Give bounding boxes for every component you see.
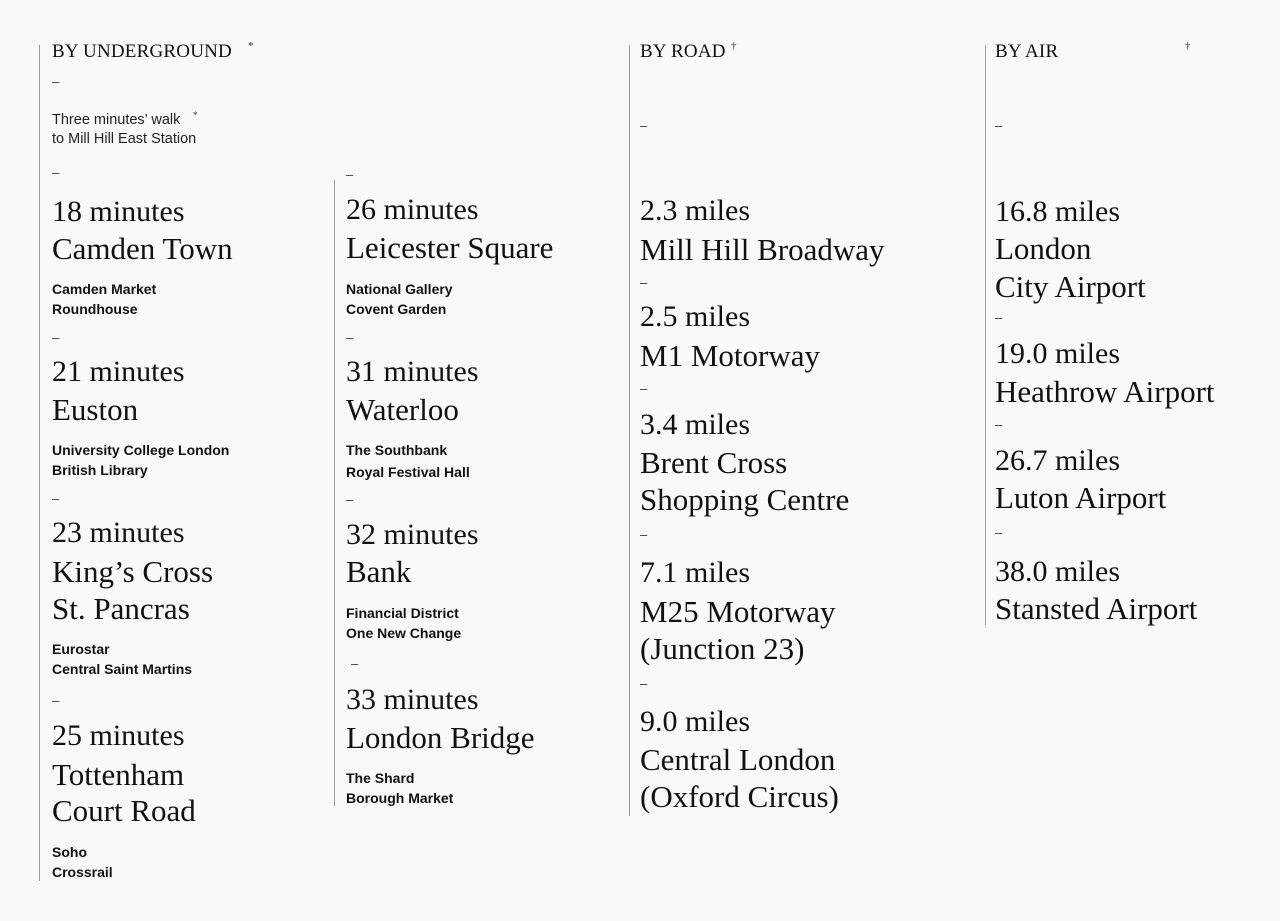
nearby-landmark: Roundhouse bbox=[52, 301, 138, 317]
air-distance: 16.8 miles bbox=[995, 195, 1120, 228]
road-column-rule bbox=[629, 45, 630, 816]
separator: – bbox=[52, 165, 60, 180]
road-distance: 9.0 miles bbox=[640, 705, 750, 738]
nearby-landmark: Royal Festival Hall bbox=[346, 464, 470, 480]
underground-intro-line1: Three minutes’ walk bbox=[52, 112, 181, 128]
travel-time: 23 minutes bbox=[52, 516, 185, 549]
nearby-landmark: Camden Market bbox=[52, 281, 157, 297]
separator: – bbox=[995, 525, 1003, 540]
separator: – bbox=[640, 275, 648, 290]
airport-name: Stansted Airport bbox=[995, 591, 1198, 626]
nearby-landmark: Soho bbox=[52, 844, 87, 860]
nearby-landmark: One New Change bbox=[346, 625, 462, 641]
road-distance: 7.1 miles bbox=[640, 556, 750, 589]
air-column-rule bbox=[985, 45, 986, 625]
separator: – bbox=[346, 492, 354, 507]
nearby-landmark: Eurostar bbox=[52, 641, 110, 657]
underground-column-2-rule bbox=[334, 180, 335, 806]
destination-name: Tottenham bbox=[52, 757, 185, 792]
road-distance: 2.3 miles bbox=[640, 194, 750, 227]
travel-time: 25 minutes bbox=[52, 719, 185, 752]
travel-time: 33 minutes bbox=[346, 683, 479, 716]
air-distance: 19.0 miles bbox=[995, 337, 1120, 370]
destination-name: King’s Cross bbox=[52, 554, 214, 589]
nearby-landmark: The Southbank bbox=[346, 442, 448, 458]
destination-name: Waterloo bbox=[346, 392, 459, 427]
destination-name: Euston bbox=[52, 392, 139, 427]
airport-name: Heathrow Airport bbox=[995, 374, 1215, 409]
nearby-landmark: British Library bbox=[52, 462, 148, 478]
road-destination: Central London bbox=[640, 742, 836, 777]
separator: – bbox=[52, 491, 60, 506]
airport-name: London bbox=[995, 231, 1092, 266]
air-heading-mark: † bbox=[1185, 40, 1191, 52]
separator: – bbox=[346, 330, 354, 345]
road-distance: 3.4 miles bbox=[640, 408, 750, 441]
nearby-landmark: University College London bbox=[52, 442, 230, 458]
separator: – bbox=[995, 118, 1003, 133]
nearby-landmark: Financial District bbox=[346, 605, 459, 621]
underground-heading: BY UNDERGROUND bbox=[52, 41, 232, 62]
separator: – bbox=[640, 381, 648, 396]
road-destination: Shopping Centre bbox=[640, 482, 850, 517]
separator: – bbox=[351, 656, 359, 671]
destination-name: St. Pancras bbox=[52, 591, 190, 626]
separator: – bbox=[640, 676, 648, 691]
road-distance: 2.5 miles bbox=[640, 300, 750, 333]
separator: – bbox=[640, 527, 648, 542]
underground-heading-mark: * bbox=[248, 40, 254, 52]
road-destination: Mill Hill Broadway bbox=[640, 232, 885, 267]
separator: – bbox=[52, 693, 60, 708]
travel-time: 32 minutes bbox=[346, 518, 479, 551]
separator: – bbox=[995, 310, 1003, 325]
nearby-landmark: Covent Garden bbox=[346, 301, 447, 317]
separator: – bbox=[52, 74, 60, 89]
nearby-landmark: Central Saint Martins bbox=[52, 661, 193, 677]
road-destination: (Junction 23) bbox=[640, 631, 805, 666]
travel-time: 18 minutes bbox=[52, 195, 185, 228]
underground-intro-line2: to Mill Hill East Station bbox=[52, 131, 197, 147]
separator: – bbox=[52, 330, 60, 345]
destination-name: Court Road bbox=[52, 793, 196, 828]
destination-name: Bank bbox=[346, 554, 412, 589]
travel-time: 21 minutes bbox=[52, 355, 185, 388]
underground-intro-mark: * bbox=[193, 110, 198, 120]
destination-name: London Bridge bbox=[346, 720, 535, 755]
separator: – bbox=[346, 167, 354, 182]
road-destination: (Oxford Circus) bbox=[640, 779, 839, 814]
travel-time: 26 minutes bbox=[346, 193, 479, 226]
separator: – bbox=[995, 417, 1003, 432]
road-destination: M25 Motorway bbox=[640, 594, 836, 629]
airport-name: City Airport bbox=[995, 269, 1146, 304]
travel-time: 31 minutes bbox=[346, 355, 479, 388]
air-distance: 38.0 miles bbox=[995, 555, 1120, 588]
nearby-landmark: National Gallery bbox=[346, 281, 453, 297]
road-destination: M1 Motorway bbox=[640, 338, 820, 373]
road-destination: Brent Cross bbox=[640, 445, 788, 480]
nearby-landmark: The Shard bbox=[346, 770, 415, 786]
air-heading: BY AIR bbox=[995, 41, 1059, 62]
road-heading: BY ROAD bbox=[640, 41, 726, 62]
road-heading-mark: † bbox=[731, 40, 737, 52]
airport-name: Luton Airport bbox=[995, 480, 1167, 515]
destination-name: Camden Town bbox=[52, 231, 233, 266]
underground-column-rule bbox=[39, 45, 40, 881]
separator: – bbox=[640, 118, 648, 133]
nearby-landmark: Borough Market bbox=[346, 790, 454, 806]
air-distance: 26.7 miles bbox=[995, 444, 1120, 477]
destination-name: Leicester Square bbox=[346, 230, 554, 265]
nearby-landmark: Crossrail bbox=[52, 864, 113, 880]
